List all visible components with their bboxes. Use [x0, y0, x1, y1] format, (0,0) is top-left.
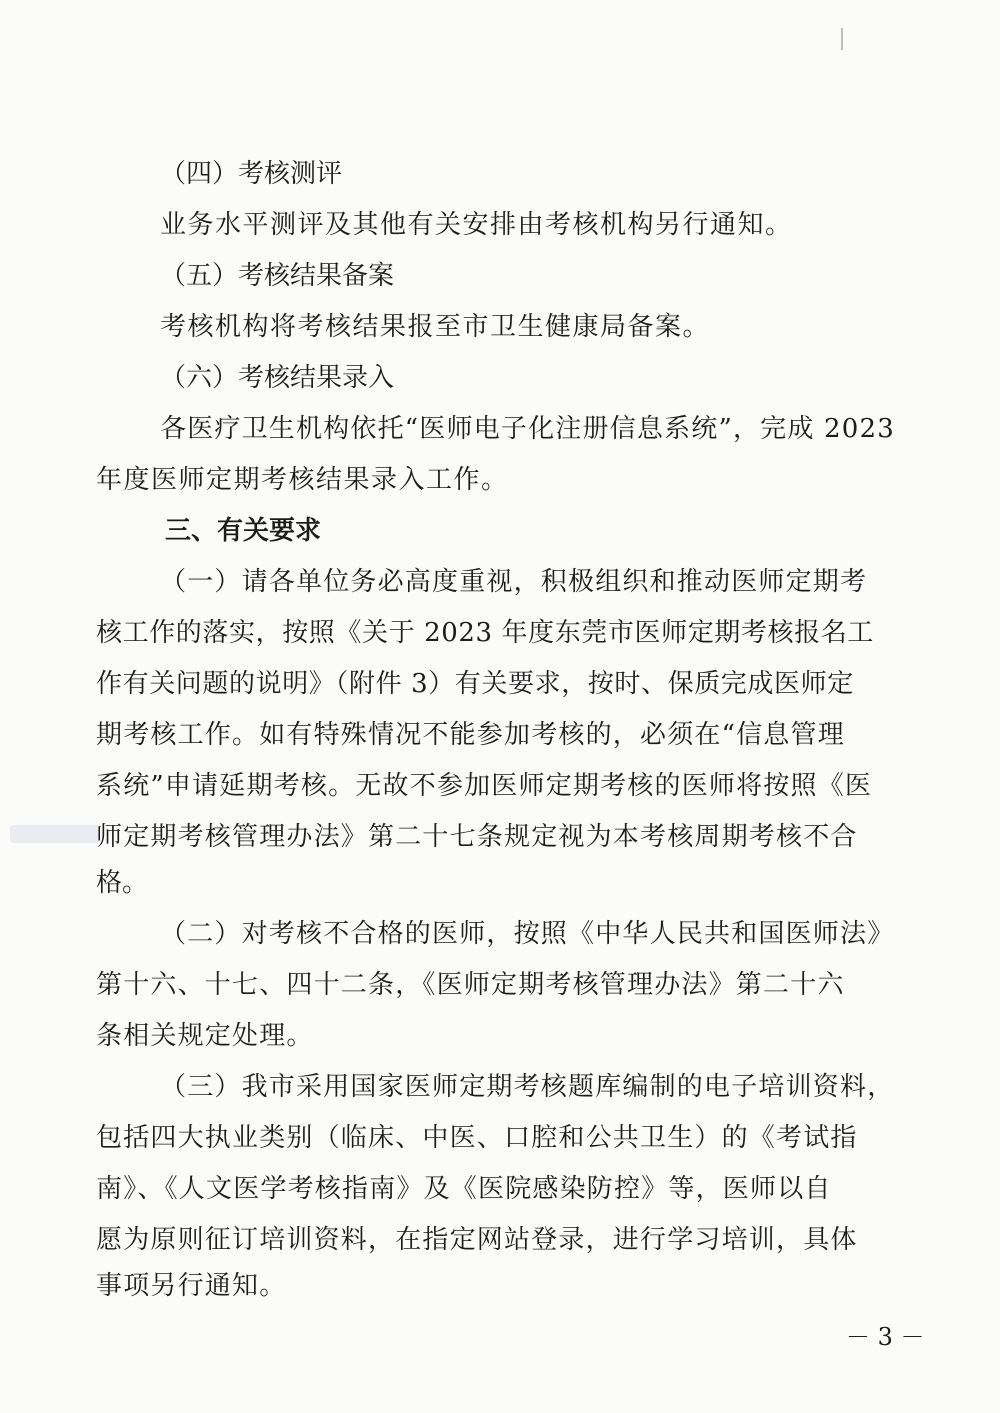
paragraph-line: 条相关规定处理。	[96, 1021, 314, 1051]
paragraph-line: （三）我市采用国家医师定期考核题库编制的电子培训资料，	[160, 1072, 895, 1102]
subheading-6: （六）考核结果录入	[160, 363, 395, 393]
paragraph-line: 核工作的落实，按照《关于 2023 年度东莞市医师定期考核报名工	[96, 618, 874, 648]
paragraph-line: 系统”申请延期考核。无故不参加医师定期考核的医师将按照《医	[96, 771, 873, 801]
scan-smudge	[10, 825, 100, 843]
subheading-4: （四）考核测评	[160, 159, 343, 189]
paragraph-line: 考核机构将考核结果报至市卫生健康局备案。	[160, 312, 711, 342]
paragraph-line: 格。	[96, 868, 149, 898]
paragraph-line: （二）对考核不合格的医师，按照《中华人民共和国医师法》	[160, 919, 895, 949]
paragraph-line: 第十六、十七、四十二条，《医师定期考核管理办法》第二十六	[96, 970, 845, 1000]
paragraph-line: 包括四大执业类别（临床、中医、口腔和公共卫生）的《考试指	[96, 1123, 858, 1153]
paragraph-line: 年度医师定期考核结果录入工作。	[96, 465, 509, 495]
paragraph-line: 愿为原则征订培训资料，在指定网站登录，进行学习培训，具体	[96, 1225, 858, 1255]
paragraph-line: 期考核工作。如有特殊情况不能参加考核的，必须在“信息管理	[96, 720, 845, 750]
paragraph-line: 师定期考核管理办法》第二十七条规定视为本考核周期考核不合	[96, 822, 858, 852]
paragraph-line: 作有关问题的说明》（附件 3）有关要求，按时、保质完成医师定	[96, 669, 854, 699]
paragraph-line: 南》、《人文医学考核指南》及《医院感染防控》等，医师以自	[96, 1174, 832, 1204]
scan-mark	[841, 28, 843, 50]
subheading-5: （五）考核结果备案	[160, 261, 395, 291]
page-number: － 3 －	[846, 1323, 925, 1351]
paragraph-line: （一）请各单位务必高度重视，积极组织和推动医师定期考	[160, 567, 868, 597]
paragraph-line: 业务水平测评及其他有关安排由考核机构另行通知。	[160, 210, 793, 240]
paragraph-line: 事项另行通知。	[96, 1271, 287, 1301]
paragraph-line: 各医疗卫生机构依托“医师电子化注册信息系统”，完成 2023	[160, 414, 896, 444]
section-heading: 三、有关要求	[165, 516, 322, 546]
